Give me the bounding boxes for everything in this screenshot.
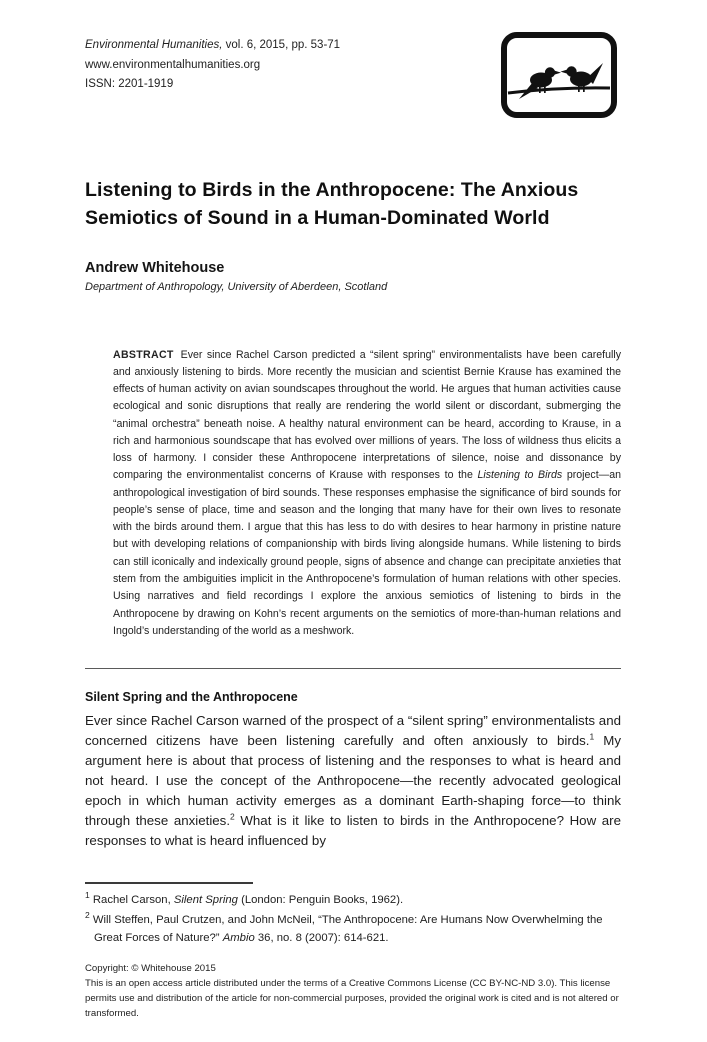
author-affiliation: Department of Anthropology, University of Aberdeen, Scotland xyxy=(85,280,388,293)
article-title: Listening to Birds in the Anthropocene: The Anxious Semiotics of Sound in a Human-Dominated World xyxy=(85,179,579,230)
abstract-text-2: project—an anthropological investigation of bird sounds. These responses emphasise the significance of bird sounds for people’s sense of place, time and season and the longing that many have for their own lives to resonate with the birds around them. I argue that this has less to do with desires to hear harmony in pristine nature but with developing relations of companionship with birds living alongside humans. While listening to birds can still iconically and indexically ground people, signs of absence and change can precipitate anxieties that stem from the ambiguities implicit in the Anthropocene’s formulation of human relations with other species. Using narratives and field recordings I explore the anxious semiotics of listening to birds in the Anthropocene by drawing on Kohn’s recent arguments on the semiotics of more-than-human relations and Ingold’s understanding of the world as a meshwork. xyxy=(113,469,622,637)
footnote-marker-1: 1 xyxy=(589,731,595,742)
footnote-1-book-title: Silent Spring xyxy=(173,893,238,906)
copyright-block xyxy=(85,962,621,1021)
copyright-line: Copyright: © Whitehouse 2015 xyxy=(85,963,216,975)
footnote-1-text-2: (London: Penguin Books, 1962). xyxy=(237,893,404,906)
abstract-paragraph xyxy=(113,347,621,641)
footnote-2-marker: 2 xyxy=(85,910,90,921)
footnote-1 xyxy=(85,889,621,910)
footnote-rule xyxy=(85,882,253,884)
journal-issue: vol. 6, 2015, pp. 53-71 xyxy=(222,39,341,51)
footnote-2 xyxy=(85,912,621,947)
body-text-1: Ever since Rachel Carson warned of the prospect of a “silent spring” environmentalists and concerned citizens have been listening carefully and often anxiously to birds. xyxy=(85,713,621,748)
journal-website: www.environmentalhumanities.org xyxy=(85,58,261,71)
author-name: Andrew Whitehouse xyxy=(85,259,225,276)
journal-issn: ISSN: 2201-1919 xyxy=(85,78,174,91)
abstract-project-title: Listening to Birds xyxy=(477,469,563,482)
footnote-1-marker: 1 xyxy=(85,889,90,900)
footnote-1-text-1: Rachel Carson, xyxy=(89,893,174,906)
journal-logo xyxy=(499,30,619,120)
abstract-label: ABSTRACT xyxy=(113,348,174,361)
footnote-2-journal-title: Ambio xyxy=(222,931,255,944)
abstract-text-1: Ever since Rachel Carson predicted a “silent spring” environmentalists have been carefully and anxiously listening to birds. More recently the musician and scientist Bernie Krause has examined the effects of human activity on avian soundscapes throughout the world. He argues that human activities cause ecological and sonic disruptions that really are rendering the world silent or discordant, submerging the “animal orchestra” beneath noise. A healthy natural environment can be heard, according to Krause, in a rich and harmonious soundscape that has evolved over millions of years. The loss of wildness thus elicits a loss of harmony. I consider these Anthropocene interpretations of silence, noise and dissonance by comparing the environmentalist concerns of Krause with responses to the xyxy=(113,348,621,482)
journal-info xyxy=(85,36,340,95)
journal-citation-line xyxy=(85,36,340,56)
body-paragraph xyxy=(85,711,621,851)
footnote-2-text-2: 36, no. 8 (2007): 614-621. xyxy=(254,931,389,944)
body-text-3: What is it like to listen to birds in the Anthropocene? How are responses to what is heard influenced by xyxy=(85,812,621,848)
two-birds-on-branch-icon xyxy=(499,30,619,120)
section-divider xyxy=(85,668,621,669)
journal-name: Environmental Humanities, xyxy=(85,39,223,51)
footnotes xyxy=(85,889,621,948)
section-heading: Silent Spring and the Anthropocene xyxy=(85,690,298,705)
body-text-2: My argument here is about that process of listening and the responses to what is heard and not heard. I use the concept of the Anthropocene—the recently advocated geological epoch in which human activity emerges as a dominant Earth-shaping force—to think through these anxieties. xyxy=(85,732,621,828)
page-header xyxy=(85,36,621,120)
footnote-marker-2: 2 xyxy=(230,811,235,822)
license-text: This is an open access article distributed under the terms of a Creative Commons License (CC BY-NC-ND 3.0). This license permits use and distribution of the article for non-commercial purposes, provided the original work is cited and is not altered or transformed. xyxy=(85,977,619,1019)
footnote-2-text-1: Will Steffen, Paul Crutzen, and John McNeil, “The Anthropocene: Are Humans Now Overwhelming the Great Forces of Nature?” xyxy=(89,914,603,944)
